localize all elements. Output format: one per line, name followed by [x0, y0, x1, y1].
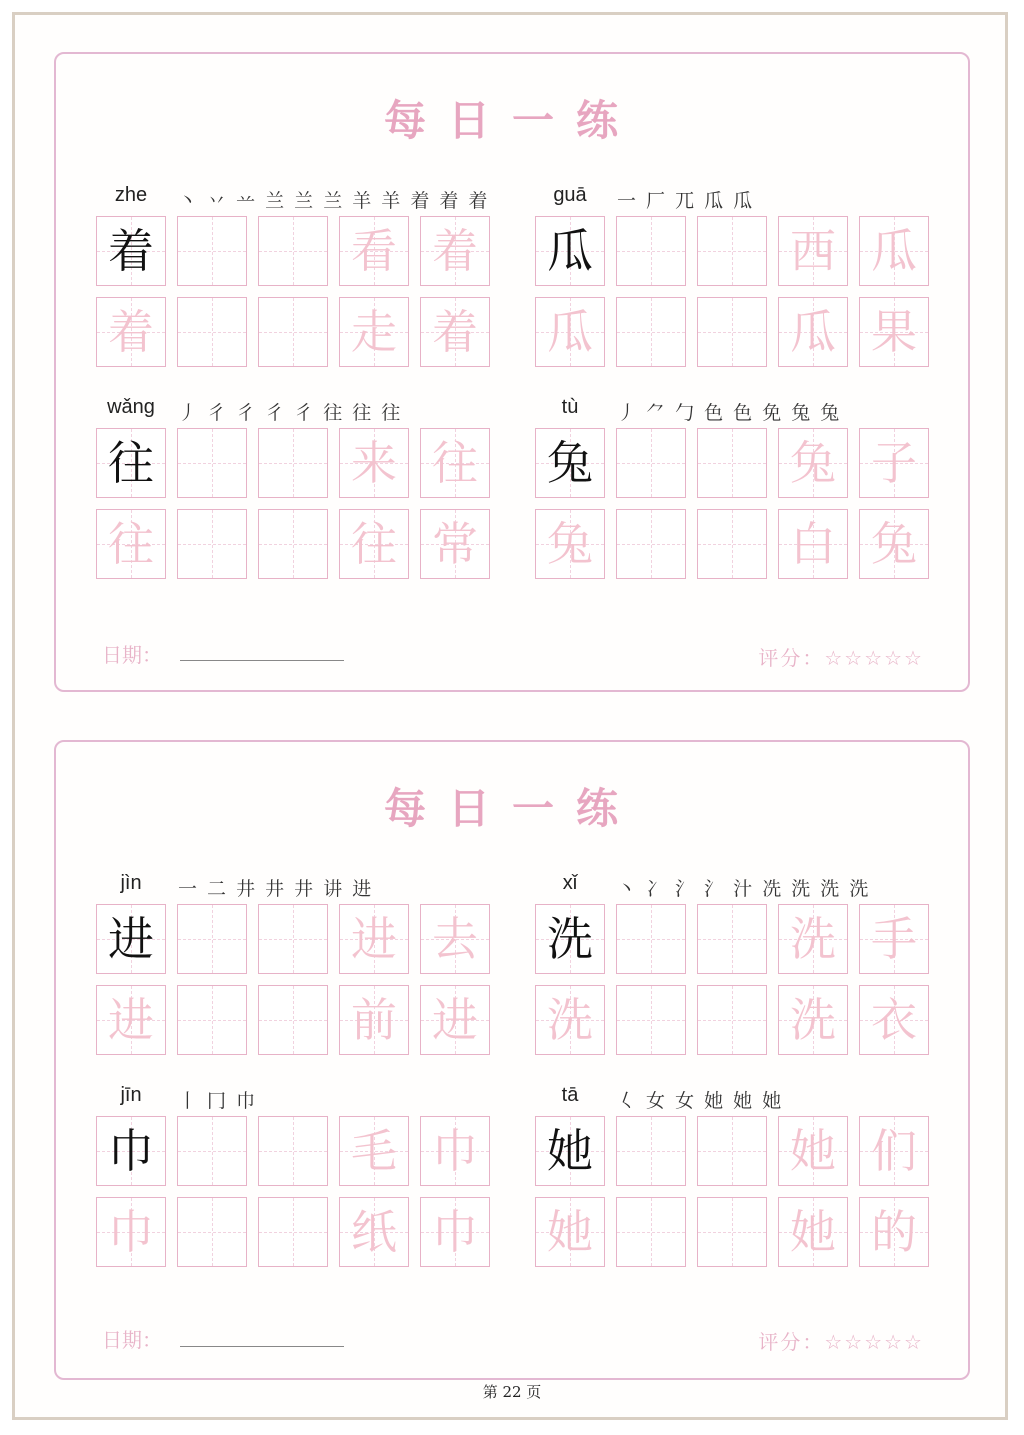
model-character: 兔	[547, 436, 593, 490]
trace-character: 进	[351, 912, 397, 966]
writing-cell[interactable]	[697, 1197, 767, 1267]
model-character: 她	[547, 1124, 593, 1178]
writing-cell[interactable]	[697, 985, 767, 1055]
writing-cell[interactable]	[859, 904, 929, 974]
pinyin-label: xǐ	[562, 872, 578, 894]
writing-cell[interactable]	[697, 1116, 767, 1186]
writing-cell[interactable]	[535, 297, 605, 367]
writing-cell[interactable]	[258, 216, 328, 286]
writing-cell[interactable]	[859, 509, 929, 579]
trace-character: 瓜	[790, 305, 836, 359]
card-title: 每日一练	[383, 784, 640, 833]
practice-grid-row	[96, 297, 496, 369]
writing-cell[interactable]	[420, 216, 490, 286]
writing-cell[interactable]	[96, 509, 166, 579]
writing-cell[interactable]	[859, 1197, 929, 1267]
trace-character: 手	[871, 912, 917, 966]
model-character: 进	[108, 912, 154, 966]
practice-grid-row	[96, 509, 496, 581]
trace-character: 果	[871, 305, 917, 359]
trace-character: 白	[790, 517, 836, 571]
trace-character: 往	[432, 436, 478, 490]
pinyin-label: wǎng	[107, 396, 155, 418]
practice-card-2	[54, 740, 970, 1380]
writing-cell[interactable]	[177, 428, 247, 498]
pinyin-label: tù	[561, 396, 579, 418]
writing-cell[interactable]	[339, 1116, 409, 1186]
stroke-order: 𡿨 女 女 她 她 她	[617, 1090, 784, 1112]
trace-character: 往	[351, 517, 397, 571]
trace-character	[178, 905, 246, 973]
writing-cell[interactable]	[535, 428, 605, 498]
trace-character	[698, 1198, 766, 1266]
trace-character	[617, 1198, 685, 1266]
trace-character: 洗	[790, 912, 836, 966]
trace-character: 往	[108, 517, 154, 571]
trace-character	[617, 298, 685, 366]
writing-cell[interactable]	[420, 1197, 490, 1267]
practice-grid-row	[535, 904, 935, 976]
writing-cell[interactable]	[96, 428, 166, 498]
writing-cell[interactable]	[535, 985, 605, 1055]
writing-cell[interactable]	[697, 509, 767, 579]
stroke-order: 丿 彳 彳 彳 彳 往 往 往	[178, 402, 403, 424]
writing-cell[interactable]	[859, 297, 929, 367]
writing-cell[interactable]	[859, 428, 929, 498]
trace-character: 她	[790, 1124, 836, 1178]
trace-character: 衣	[871, 993, 917, 1047]
writing-cell[interactable]	[339, 428, 409, 498]
trace-character	[259, 1198, 327, 1266]
practice-card-1	[54, 52, 970, 692]
practice-grid-row	[535, 1116, 935, 1188]
pinyin-label: jīn	[120, 1084, 142, 1106]
writing-cell[interactable]	[420, 509, 490, 579]
trace-character: 去	[432, 912, 478, 966]
trace-character	[698, 1117, 766, 1185]
writing-cell[interactable]	[616, 904, 686, 974]
trace-character: 走	[351, 305, 397, 359]
practice-grid-row	[96, 1116, 496, 1188]
writing-cell[interactable]	[616, 428, 686, 498]
writing-cell[interactable]	[177, 985, 247, 1055]
trace-character: 瓜	[871, 224, 917, 278]
writing-cell[interactable]	[96, 216, 166, 286]
writing-cell[interactable]	[258, 904, 328, 974]
writing-cell[interactable]	[258, 1116, 328, 1186]
trace-character	[617, 510, 685, 578]
trace-character	[259, 298, 327, 366]
writing-cell[interactable]	[616, 1197, 686, 1267]
model-character: 往	[108, 436, 154, 490]
writing-cell[interactable]	[420, 1116, 490, 1186]
trace-character	[617, 217, 685, 285]
trace-character: 巾	[432, 1124, 478, 1178]
writing-cell[interactable]	[616, 297, 686, 367]
writing-cell[interactable]	[616, 1116, 686, 1186]
writing-cell[interactable]	[420, 985, 490, 1055]
writing-cell[interactable]	[535, 509, 605, 579]
trace-character: 兔	[790, 436, 836, 490]
trace-character	[259, 217, 327, 285]
trace-character: 毛	[351, 1124, 397, 1178]
writing-cell[interactable]	[859, 985, 929, 1055]
trace-character	[698, 986, 766, 1054]
writing-cell[interactable]	[177, 216, 247, 286]
trace-character	[698, 905, 766, 973]
practice-grid-row	[535, 297, 935, 369]
trace-character	[617, 1117, 685, 1185]
trace-character: 洗	[547, 993, 593, 1047]
trace-character: 们	[871, 1124, 917, 1178]
trace-character: 她	[547, 1205, 593, 1259]
stroke-order: 丶 丷 䒑 兰 兰 兰 羊 羊 着 着 着	[178, 190, 490, 212]
trace-character	[698, 429, 766, 497]
date-input-line[interactable]	[180, 1346, 344, 1347]
trace-character	[178, 1198, 246, 1266]
writing-cell[interactable]	[778, 428, 848, 498]
writing-cell[interactable]	[616, 216, 686, 286]
writing-cell[interactable]	[535, 904, 605, 974]
trace-character: 前	[351, 993, 397, 1047]
trace-character: 巾	[432, 1205, 478, 1259]
trace-character	[178, 1117, 246, 1185]
writing-cell[interactable]	[339, 216, 409, 286]
practice-grid-row	[96, 428, 496, 500]
trace-character: 西	[790, 224, 836, 278]
writing-cell[interactable]	[859, 1116, 929, 1186]
writing-cell[interactable]	[778, 509, 848, 579]
practice-grid-row	[96, 1197, 496, 1269]
trace-character: 兔	[547, 517, 593, 571]
writing-cell[interactable]	[616, 509, 686, 579]
writing-cell[interactable]	[778, 1116, 848, 1186]
writing-cell[interactable]	[778, 985, 848, 1055]
writing-cell[interactable]	[258, 509, 328, 579]
trace-character: 她	[790, 1205, 836, 1259]
model-character: 着	[108, 224, 154, 278]
writing-cell[interactable]	[177, 904, 247, 974]
writing-cell[interactable]	[697, 428, 767, 498]
writing-cell[interactable]	[96, 1197, 166, 1267]
trace-character	[259, 986, 327, 1054]
trace-character	[617, 429, 685, 497]
writing-cell[interactable]	[616, 985, 686, 1055]
writing-cell[interactable]	[177, 1116, 247, 1186]
page-number: 第 22 页	[482, 1383, 542, 1401]
writing-cell[interactable]	[697, 216, 767, 286]
writing-cell[interactable]	[778, 1197, 848, 1267]
writing-cell[interactable]	[258, 428, 328, 498]
writing-cell[interactable]	[96, 1116, 166, 1186]
trace-character: 巾	[108, 1205, 154, 1259]
trace-character: 着	[432, 224, 478, 278]
writing-cell[interactable]	[778, 216, 848, 286]
trace-character	[178, 298, 246, 366]
trace-character: 着	[108, 305, 154, 359]
trace-character	[698, 510, 766, 578]
writing-cell[interactable]	[420, 904, 490, 974]
practice-grid-row	[535, 509, 935, 581]
stroke-order: 丶 冫 氵 氵 汁 冼 洗 洗 洗	[617, 878, 871, 900]
trace-character: 进	[432, 993, 478, 1047]
pinyin-label: tā	[561, 1084, 579, 1106]
practice-grid-row	[96, 216, 496, 288]
card-title: 每日一练	[383, 96, 640, 145]
trace-character	[259, 429, 327, 497]
writing-cell[interactable]	[339, 297, 409, 367]
practice-grid-row	[535, 985, 935, 1057]
trace-character	[698, 298, 766, 366]
writing-cell[interactable]	[697, 904, 767, 974]
writing-cell[interactable]	[778, 297, 848, 367]
practice-grid-row	[96, 985, 496, 1057]
writing-cell[interactable]	[177, 509, 247, 579]
pinyin-label: jìn	[120, 872, 142, 894]
date-input-line[interactable]	[180, 660, 344, 661]
writing-cell[interactable]	[778, 904, 848, 974]
writing-cell[interactable]	[339, 509, 409, 579]
stroke-order: 一 二 井 井 井 讲 进	[178, 878, 374, 900]
trace-character	[178, 986, 246, 1054]
date-label: 日期：	[102, 643, 162, 667]
trace-character: 洗	[790, 993, 836, 1047]
trace-character	[178, 429, 246, 497]
writing-cell[interactable]	[96, 904, 166, 974]
score-label: 评分：☆☆☆☆☆	[758, 646, 924, 670]
writing-cell[interactable]	[859, 216, 929, 286]
trace-character: 纸	[351, 1205, 397, 1259]
writing-cell[interactable]	[339, 904, 409, 974]
pinyin-label: guā	[553, 184, 587, 206]
trace-character: 常	[432, 517, 478, 571]
writing-cell[interactable]	[339, 1197, 409, 1267]
practice-grid-row	[535, 428, 935, 500]
stroke-order: 一 厂 兀 瓜 瓜	[617, 190, 755, 212]
writing-cell[interactable]	[258, 297, 328, 367]
writing-cell[interactable]	[420, 428, 490, 498]
trace-character	[617, 986, 685, 1054]
writing-cell[interactable]	[96, 985, 166, 1055]
trace-character	[259, 905, 327, 973]
trace-character: 进	[108, 993, 154, 1047]
trace-character: 兔	[871, 517, 917, 571]
trace-character: 来	[351, 436, 397, 490]
trace-character: 的	[871, 1205, 917, 1259]
trace-character: 瓜	[547, 305, 593, 359]
trace-character: 着	[432, 305, 478, 359]
stroke-order: 丿 ⺈ 勹 色 色 免 兔 兔	[617, 402, 842, 424]
trace-character	[178, 510, 246, 578]
pinyin-label: zhe	[114, 184, 148, 206]
model-character: 瓜	[547, 224, 593, 278]
practice-grid-row	[535, 1197, 935, 1269]
model-character: 洗	[547, 912, 593, 966]
writing-cell[interactable]	[535, 1197, 605, 1267]
trace-character	[617, 905, 685, 973]
writing-cell[interactable]	[535, 216, 605, 286]
trace-character	[698, 217, 766, 285]
stroke-order: 丨 冂 巾	[178, 1090, 258, 1112]
writing-cell[interactable]	[420, 297, 490, 367]
writing-cell[interactable]	[339, 985, 409, 1055]
practice-grid-row	[535, 216, 935, 288]
writing-cell[interactable]	[535, 1116, 605, 1186]
date-label: 日期：	[102, 1328, 162, 1352]
writing-cell[interactable]	[177, 297, 247, 367]
model-character: 巾	[108, 1124, 154, 1178]
score-label: 评分：☆☆☆☆☆	[758, 1330, 924, 1354]
trace-character: 子	[871, 436, 917, 490]
writing-cell[interactable]	[177, 1197, 247, 1267]
writing-cell[interactable]	[96, 297, 166, 367]
trace-character	[259, 1117, 327, 1185]
writing-cell[interactable]	[258, 1197, 328, 1267]
writing-cell[interactable]	[258, 985, 328, 1055]
writing-cell[interactable]	[697, 297, 767, 367]
trace-character	[259, 510, 327, 578]
trace-character	[178, 217, 246, 285]
trace-character: 看	[351, 224, 397, 278]
practice-grid-row	[96, 904, 496, 976]
